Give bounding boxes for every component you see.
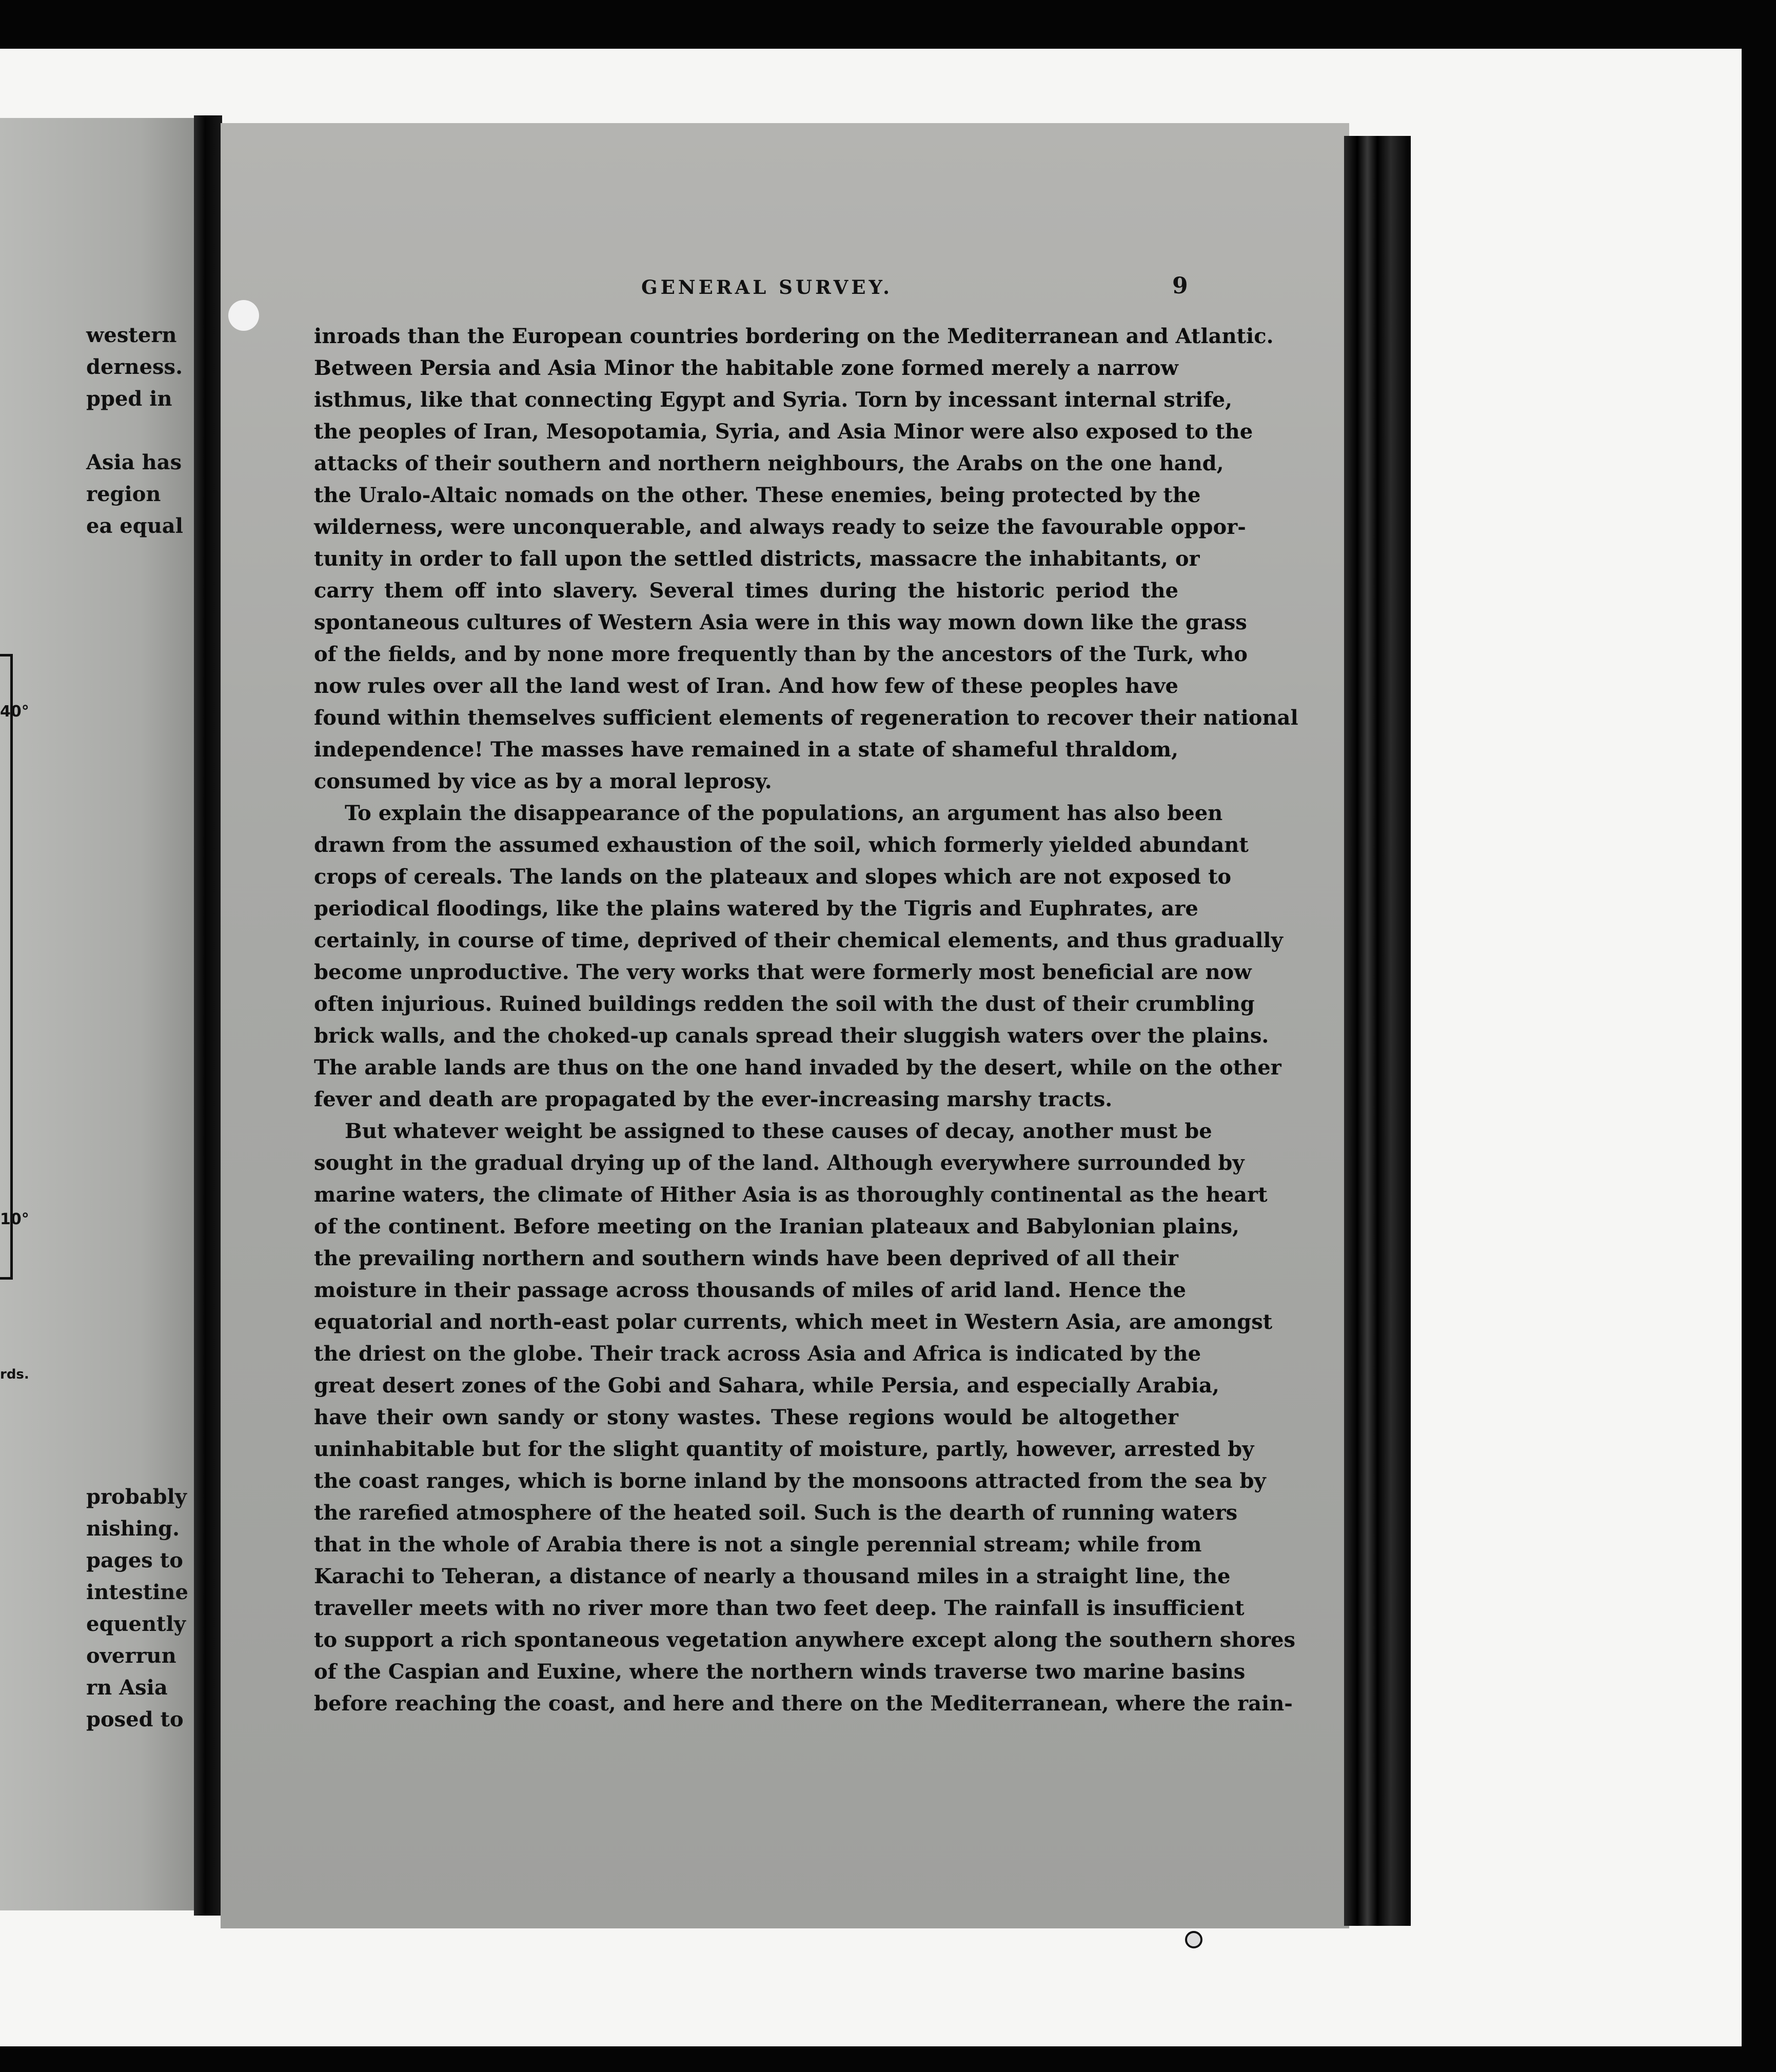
paragraph [314, 321, 1298, 798]
text-line: marine waters, the climate of Hither Asia is as thoroughly continental as the heart [314, 1183, 1268, 1207]
text-line: fever and death are propagated by the ever-increasing marshy tracts. [314, 1087, 1113, 1111]
text-line: independence! The masses have remained in a state of shameful thraldom, [314, 738, 1178, 762]
text-line: drawn from the assumed exhaustion of the soil, which formerly yielded abundant [314, 833, 1249, 857]
left-page-line: Asia has [86, 450, 182, 474]
text-line: moisture in their passage across thousands of miles of arid land. Hence the [314, 1278, 1186, 1302]
scan-blemish [1185, 1931, 1202, 1948]
text-line: certainly, in course of time, deprived of their chemical elements, and thus gradually [314, 928, 1283, 952]
text-line: the Uralo-Altaic nomads on the other. These enemies, being protected by the [314, 483, 1201, 507]
left-page-line: western [86, 323, 177, 347]
left-page [0, 118, 200, 1910]
text-line: carry them off into slavery. Several times during the historic period the [314, 579, 1178, 603]
running-head: GENERAL SURVEY. [641, 276, 893, 298]
left-page-text [0, 118, 200, 1910]
map-frame [0, 654, 13, 1280]
text-line: Between Persia and Asia Minor the habitable zone formed merely a narrow [314, 356, 1178, 380]
left-page-line: pped in [86, 387, 172, 411]
text-line: But whatever weight be assigned to these causes of decay, another must be [345, 1119, 1212, 1143]
left-page-line: intestine [86, 1580, 188, 1604]
text-line: tunity in order to fall upon the settled districts, massacre the inhabitants, or [314, 547, 1200, 571]
film-border-right [1742, 0, 1776, 2072]
film-border-top [0, 0, 1776, 49]
text-line: the prevailing northern and southern winds have been deprived of all their [314, 1246, 1178, 1270]
map-degree-label: 10° [0, 1210, 29, 1228]
paragraph [314, 1115, 1296, 1720]
text-line: the driest on the globe. Their track across Asia and Africa is indicated by the [314, 1342, 1201, 1366]
text-line: that in the whole of Arabia there is not a single perennial stream; while from [314, 1532, 1202, 1557]
text-line: found within themselves sufficient elements of regeneration to recover their national [314, 706, 1298, 730]
text-line: now rules over all the land west of Iran. And how few of these peoples have [314, 674, 1178, 698]
text-line: the peoples of Iran, Mesopotamia, Syria, and Asia Minor were also exposed to the [314, 420, 1253, 444]
text-line: the coast ranges, which is borne inland by the monsoons attracted from the sea by [314, 1469, 1266, 1493]
text-line: brick walls, and the choked-up canals spread their sluggish waters over the plains. [314, 1024, 1269, 1048]
scan-blemish [228, 300, 259, 331]
film-border-bottom [0, 2046, 1776, 2072]
page-edge-shadow [1344, 136, 1411, 1926]
text-line: crops of cereals. The lands on the plateaux and slopes which are not exposed to [314, 865, 1232, 889]
text-line: To explain the disappearance of the populations, an argument has also been [345, 801, 1223, 825]
text-line: of the continent. Before meeting on the Iranian plateaux and Babylonian plains, [314, 1214, 1239, 1239]
text-line: inroads than the European countries bordering on the Mediterranean and Atlantic. [314, 324, 1274, 348]
text-line: spontaneous cultures of Western Asia were in this way mown down like the grass [314, 610, 1247, 634]
book-gutter [194, 115, 222, 1916]
map-degree-label: 40° [0, 703, 29, 721]
text-line: the rarefied atmosphere of the heated soil. Such is the dearth of running waters [314, 1501, 1238, 1525]
paragraph [314, 798, 1283, 1115]
left-page-line: equently [86, 1612, 186, 1636]
map-caption: rds. [0, 1367, 29, 1382]
left-page-line: overrun [86, 1644, 176, 1668]
left-page-line: probably [86, 1485, 187, 1509]
left-page-line: posed to [86, 1707, 184, 1731]
text-line: equatorial and north-east polar currents, which meet in Western Asia, are amongst [314, 1310, 1273, 1334]
text-line: become unproductive. The very works that were formerly most beneficial are now [314, 960, 1252, 984]
text-line: often injurious. Ruined buildings redden the soil with the dust of their crumbling [314, 992, 1255, 1016]
text-line: sought in the gradual drying up of the land. Although everywhere surrounded by [314, 1151, 1245, 1175]
left-page-line: rn Asia [86, 1676, 168, 1700]
left-page-line: pages to [86, 1548, 183, 1572]
left-page-line: ea equal [86, 514, 183, 538]
text-line: to support a rich spontaneous vegetation anywhere except along the southern shores [314, 1628, 1296, 1652]
text-line: consumed by vice as by a moral leprosy. [314, 769, 772, 793]
text-line: Karachi to Teheran, a distance of nearly a thousand miles in a straight line, the [314, 1564, 1231, 1588]
page-number: 9 [1172, 273, 1188, 299]
left-page-line: region [86, 482, 161, 506]
text-line: of the fields, and by none more frequently than by the ancestors of the Turk, who [314, 642, 1248, 666]
left-page-line: nishing. [86, 1517, 180, 1541]
text-line: have their own sandy or stony wastes. These regions would be altogether [314, 1405, 1178, 1429]
text-line: attacks of their southern and northern neighbours, the Arabs on the one hand, [314, 451, 1224, 475]
text-line: great desert zones of the Gobi and Sahara, while Persia, and especially Arabia, [314, 1373, 1219, 1398]
text-line: The arable lands are thus on the one hand invaded by the desert, while on the other [314, 1055, 1281, 1080]
text-line: traveller meets with no river more than two feet deep. The rainfall is insufficient [314, 1596, 1245, 1620]
text-line: periodical floodings, like the plains watered by the Tigris and Euphrates, are [314, 896, 1198, 921]
text-line: before reaching the coast, and here and there on the Mediterranean, where the rain- [314, 1691, 1293, 1716]
text-line: wilderness, were unconquerable, and always ready to seize the favourable oppor- [314, 515, 1246, 539]
left-page-line: derness. [86, 355, 183, 379]
text-line: isthmus, like that connecting Egypt and Syria. Torn by incessant internal strife, [314, 388, 1233, 412]
text-line: of the Caspian and Euxine, where the northern winds traverse two marine basins [314, 1660, 1246, 1684]
body-text [314, 321, 1298, 1720]
text-line: uninhabitable but for the slight quantity of moisture, partly, however, arrested by [314, 1437, 1254, 1461]
